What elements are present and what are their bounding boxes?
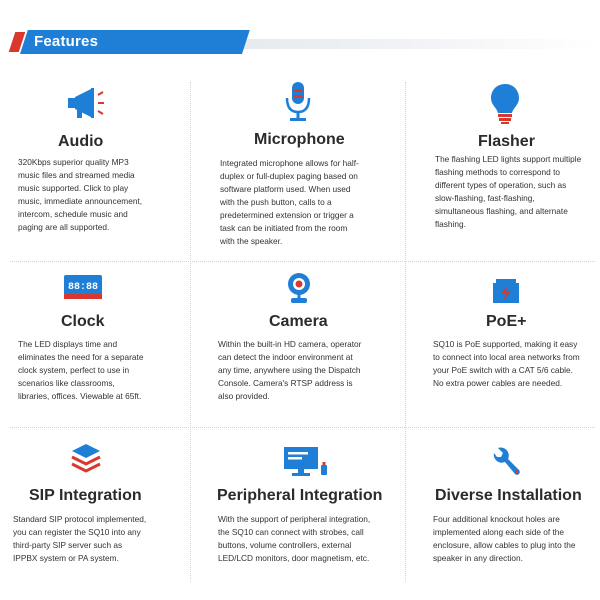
feature-description-line: eliminates the need for a separate (18, 352, 144, 362)
feature-description-line: scenarios like classrooms, (18, 378, 115, 388)
feature-description-line: music supported. Click to play (18, 183, 129, 193)
feature-description-line: buttons, volume controllers, external (218, 540, 352, 550)
feature-description (218, 513, 404, 565)
wrench-icon (491, 447, 521, 477)
feature-description-line: third-party SIP server such as (13, 540, 123, 550)
feature-description-line: clock system, perfect to use in (18, 365, 130, 375)
feature-description (220, 157, 400, 248)
feature-card-installation (405, 427, 600, 588)
feature-description-line: simultaneous flashing, and alternate (435, 206, 568, 216)
feature-description-line: SQ10 is PoE supported, making it easy (433, 339, 578, 349)
banner-fade-bar (235, 39, 600, 49)
feature-description-line: IPPBX system or PA system. (13, 553, 119, 563)
feature-description (435, 153, 600, 231)
feature-title: Peripheral Integration (217, 487, 383, 504)
feature-description-line: flashing methods to correspond to (435, 167, 560, 177)
feature-description-line: LED/LCD monitors, door magnetism, etc. (218, 553, 370, 563)
features-banner (0, 30, 600, 54)
feature-card-microphone (190, 78, 405, 261)
feature-card-flasher (405, 78, 600, 261)
feature-description-line: With the support of peripheral integration, (218, 514, 371, 524)
feature-title: Audio (58, 133, 104, 150)
poe-power-icon (493, 278, 519, 304)
feature-title: Clock (61, 313, 105, 330)
feature-description-line: your PoE switch with a CAT 5/6 cable. (433, 365, 573, 375)
feature-description (13, 513, 190, 565)
feature-title: Microphone (254, 131, 345, 148)
page-title: Features (34, 33, 99, 50)
feature-description-line: intercom, schedule music and (18, 209, 128, 219)
feature-description-line: predetermined extension or trigger a (220, 210, 354, 220)
feature-card-clock (0, 261, 190, 427)
lightbulb-icon (489, 83, 521, 125)
feature-description-line: the SQ10 can connect with strobes, call (218, 527, 364, 537)
feature-title: Camera (269, 313, 328, 330)
feature-description-line: The LED displays time and (18, 339, 118, 349)
features-grid (0, 78, 600, 588)
feature-description-line: Four additional knockout holes are (433, 514, 560, 524)
feature-card-poe (405, 261, 600, 427)
feature-description-line: to connect into local area networks from (433, 352, 580, 362)
feature-description-line: speaker in any direction. (433, 553, 523, 563)
feature-description (433, 513, 600, 565)
feature-description-line: 320Kbps superior quality MP3 (18, 157, 129, 167)
feature-description-line: with the speaker. (220, 236, 283, 246)
feature-description-line: duplex or full-duplex paging based on (220, 171, 358, 181)
feature-description-line: enclosure, allow cables to plug into the (433, 540, 576, 550)
feature-description (218, 338, 400, 403)
feature-description-line: software platform used. When used (220, 184, 351, 194)
webcam-icon (286, 272, 312, 304)
feature-description (18, 156, 188, 234)
feature-description-line: music, immediate announcement, (18, 196, 143, 206)
feature-card-audio (0, 78, 190, 261)
led-clock-icon (64, 275, 102, 299)
feature-description-line: Integrated microphone allows for half- (220, 158, 359, 168)
feature-description-line: libraries, offices. Viewable at 65ft. (18, 391, 142, 401)
feature-description-line: slow-flashing, fast-flashing, (435, 193, 535, 203)
feature-description-line: task can be initiated from the room (220, 223, 348, 233)
feature-description-line: Standard SIP protocol implemented, (13, 514, 147, 524)
feature-description (433, 338, 600, 390)
feature-title: PoE+ (486, 313, 527, 330)
layers-icon (71, 443, 101, 473)
feature-description-line: can detect the indoor environment at (218, 352, 353, 362)
feature-description-line: The flashing LED lights support multiple (435, 154, 582, 164)
svg-text:88:88: 88:88 (67, 282, 99, 293)
feature-title: SIP Integration (29, 487, 142, 504)
feature-description-line: you can register the SQ10 into any (13, 527, 141, 537)
monitor-icon (284, 447, 328, 477)
feature-description-line: music files and streamed media (18, 170, 135, 180)
feature-description-line: Console. Camera's RTSP address is (218, 378, 353, 388)
feature-card-peripheral (190, 427, 405, 588)
feature-description-line: also provided. (218, 391, 270, 401)
megaphone-icon (67, 87, 107, 119)
feature-description-line: paging are all supported. (18, 222, 110, 232)
feature-description-line: flashing. (435, 219, 466, 229)
feature-description-line: with the push button, calls to a (220, 197, 332, 207)
feature-description-line: No extra power cables are needed. (433, 378, 563, 388)
microphone-icon (283, 81, 313, 123)
feature-title: Flasher (478, 133, 535, 150)
feature-description-line: any time, anywhere using the Dispatch (218, 365, 361, 375)
feature-description-line: different types of operation, such as (435, 180, 567, 190)
feature-title: Diverse Installation (435, 487, 582, 504)
feature-description (18, 338, 188, 403)
feature-description-line: implemented along each side of the (433, 527, 564, 537)
feature-description-line: Within the built-in HD camera, operator (218, 339, 362, 349)
feature-card-sip (0, 427, 190, 588)
feature-card-camera (190, 261, 405, 427)
